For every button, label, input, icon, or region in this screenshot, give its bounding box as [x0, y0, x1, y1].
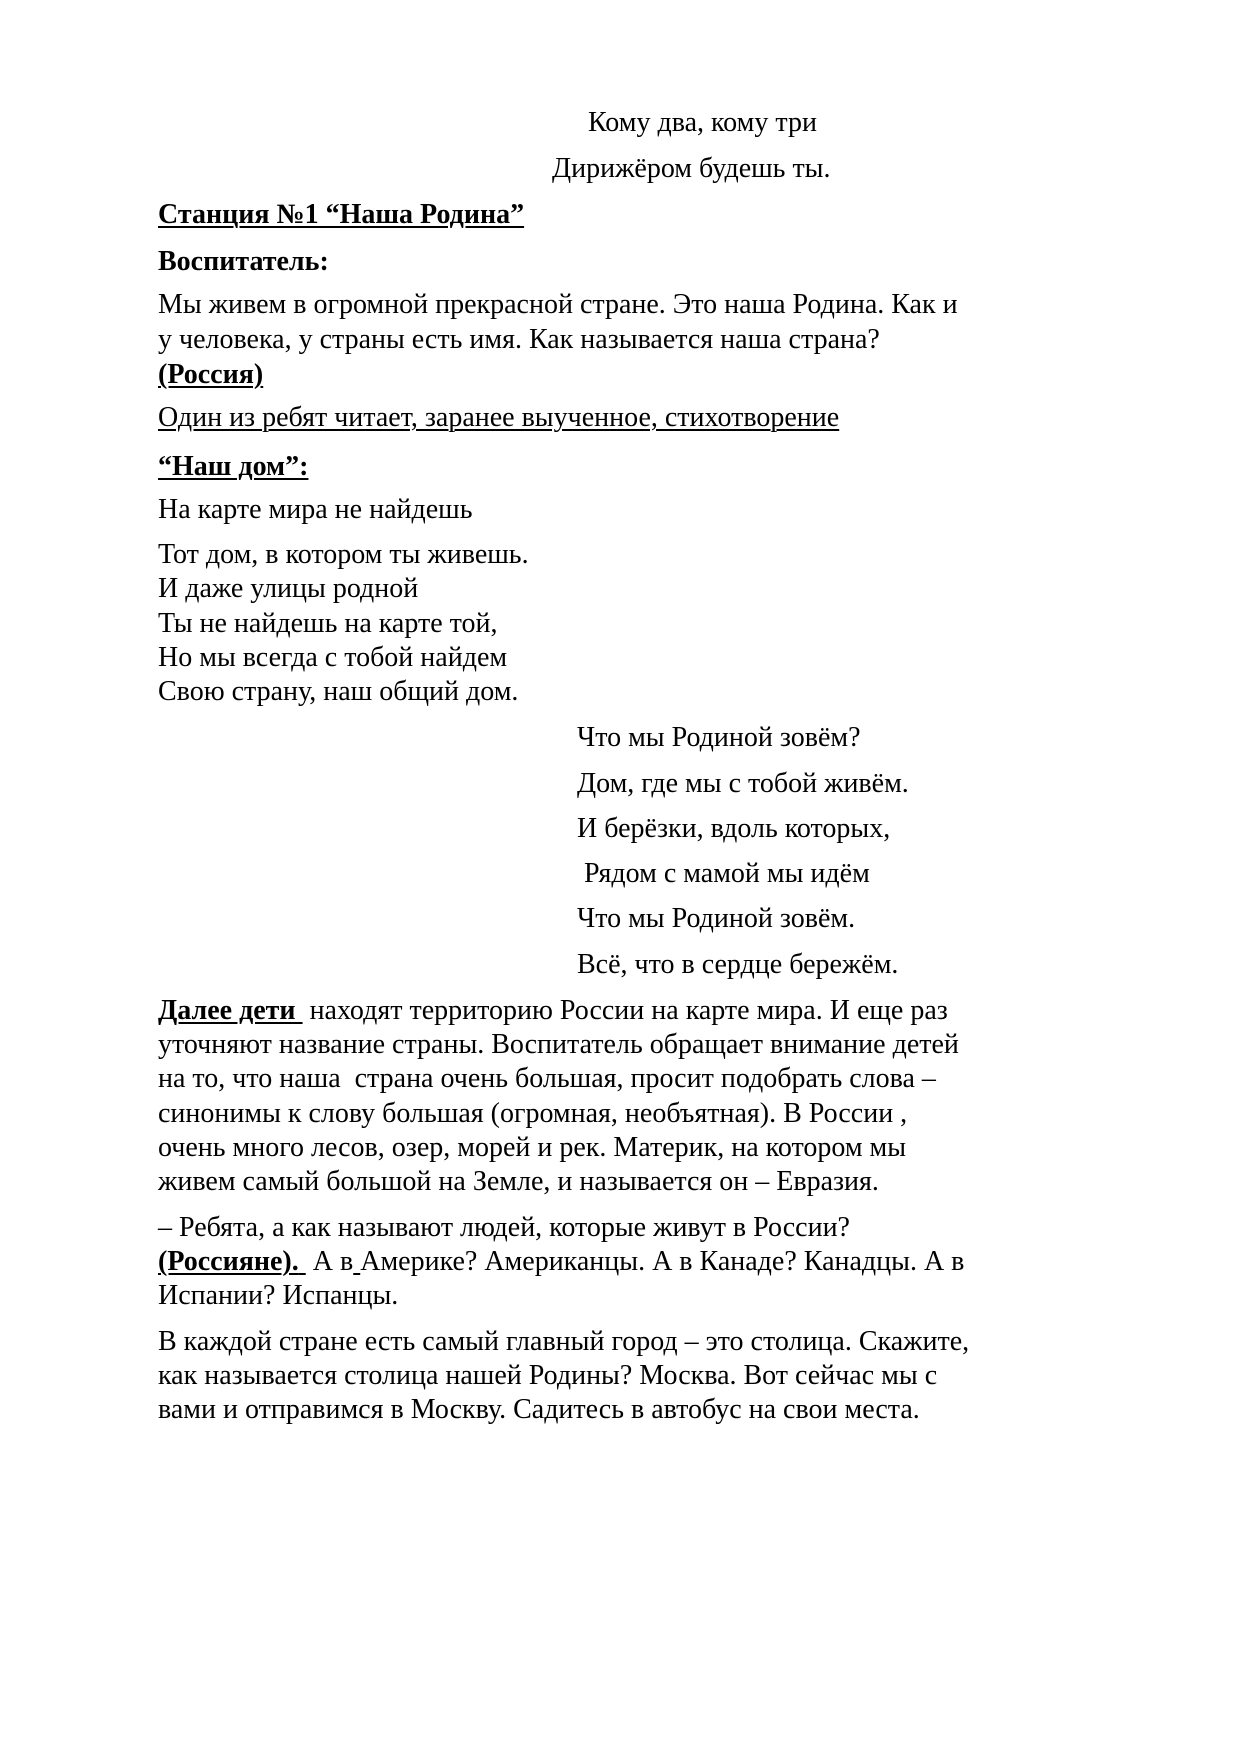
paragraph-line: Испании? Испанцы.	[158, 1280, 399, 1311]
paragraph-line: – Ребята, а как называют людей, которые живут в России?	[158, 1212, 850, 1243]
station-heading: Станция №1 “Наша Родина”	[158, 199, 525, 230]
verse-line: Дирижёром будешь ты.	[552, 153, 831, 184]
lead-rest: находят территорию России на карте мира. И еще раз	[302, 995, 948, 1026]
paragraph-line: у человека, у страны есть имя. Как называется наша страна?	[158, 324, 880, 355]
second-poem-line: Всё, что в сердце бережём.	[577, 949, 899, 980]
paragraph-line: синонимы к слову большая (огромная, необъятная). В России ,	[158, 1098, 908, 1129]
second-poem-line: Что мы Родиной зовём?	[577, 722, 861, 753]
paragraph-line: живем самый большой на Земле, и называется он – Евразия.	[158, 1166, 879, 1197]
paragraph-line: очень много лесов, озер, морей и рек. Материк, на котором мы	[158, 1132, 907, 1163]
second-poem-line: Дом, где мы с тобой живём.	[577, 768, 909, 799]
second-poem-line: И берёзки, вдоль которых,	[577, 813, 891, 844]
poem-line: Ты не найдешь на карте той,	[158, 608, 498, 639]
verse-line: Кому два, кому три	[588, 107, 817, 138]
paragraph-line: как называется столица нашей Родины? Москва. Вот сейчас мы с	[158, 1360, 938, 1391]
paragraph-line: В каждой стране есть самый главный город – это столица. Скажите,	[158, 1326, 970, 1357]
poem-line: Тот дом, в котором ты живешь.	[158, 539, 529, 570]
instruction-line: Один из ребят читает, заранее выученное, стихотворение	[158, 402, 840, 433]
paragraph-line	[158, 994, 948, 1028]
underlined-space	[299, 1246, 306, 1277]
poem-line: И даже улицы родной	[158, 573, 419, 604]
answer-russians: (Россияне).	[158, 1246, 299, 1277]
poem-line: Свою страну, наш общий дом.	[158, 676, 519, 707]
lead-phrase: Далее дети	[158, 995, 303, 1026]
second-poem-line: Рядом с мамой мы идём	[577, 858, 870, 889]
paragraph-line: уточняют название страны. Воспитатель обращает внимание детей	[158, 1029, 959, 1060]
second-poem-line: Что мы Родиной зовём.	[577, 903, 856, 934]
poem-line: Но мы всегда с тобой найдем	[158, 642, 508, 673]
paragraph-line: Мы живем в огромной прекрасной стране. Это наша Родина. Как и	[158, 289, 958, 320]
paragraph-line	[158, 1245, 964, 1279]
answer-russia: (Россия)	[158, 359, 264, 390]
paragraph-line: на то, что наша страна очень большая, просит подобрать слова –	[158, 1063, 936, 1094]
poem-line: На карте мира не найдешь	[158, 494, 473, 525]
paragraph-line: вами и отправимся в Москву. Садитесь в автобус на свои места.	[158, 1394, 920, 1425]
speaker-label: Воспитатель:	[158, 246, 329, 277]
poem-title: “Наш дом”:	[158, 451, 309, 482]
text-fragment: А в	[305, 1246, 354, 1277]
text-fragment: Америке? Американцы. А в Канаде? Канадцы. А в	[360, 1246, 965, 1277]
